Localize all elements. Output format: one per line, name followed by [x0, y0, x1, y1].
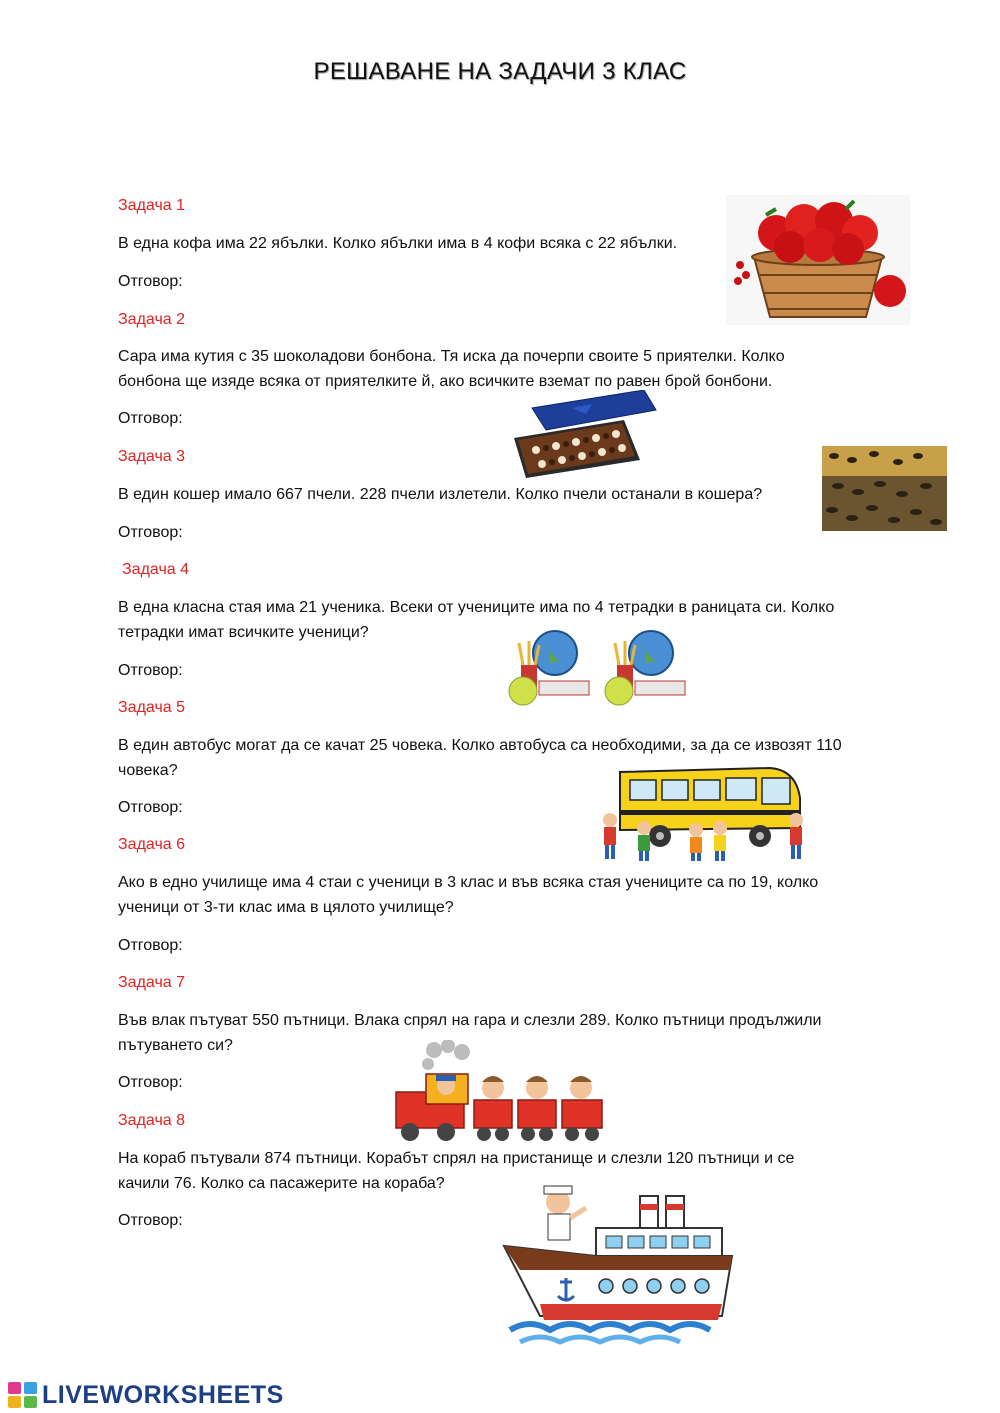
- task-6-label: Задача 6: [118, 836, 186, 853]
- liveworksheets-logo-icon: [8, 1382, 38, 1408]
- ship-image: [500, 1180, 750, 1355]
- task-6-text: Ако в едно училище има 4 стаи с ученици в 3 клас и във всяка стая учениците са по 19, колко ученици от 3-ти клас има в цялото училище?: [118, 874, 819, 916]
- task-7-text: Във влак пътуват 550 пътници. Влака спрял на гара и слезли 289. Колко пътници продължили пътуването си?: [118, 1012, 822, 1054]
- task-8-label: Задача 8: [118, 1112, 186, 1129]
- task-4-text: В една класна стая има 21 ученика. Всеки от учениците има по 4 тетрадки в раницата си. Колко тетрадки имат всичките ученици?: [118, 599, 835, 641]
- train-image: [390, 1040, 608, 1145]
- page-title: РЕШАВАНЕ НА ЗАДАЧИ 3 КЛАС: [313, 58, 687, 85]
- task-7-answer-label: Отговор:: [118, 1074, 183, 1091]
- apple-basket-image: [726, 195, 910, 325]
- task-8-answer-label: Отговор:: [118, 1212, 183, 1229]
- footer-brand: LIVEWORKSHEETS: [42, 1380, 284, 1409]
- task-8-text: На кораб пътували 874 пътници. Корабът спрял на пристанище и слезли 120 пътници и се качили 76. Колко са пасажерите на кораба?: [118, 1150, 795, 1192]
- task-1-label: Задача 1: [118, 197, 186, 214]
- task-7-label: Задача 7: [118, 974, 186, 991]
- task-5-text: В един автобус могат да се качат 25 човека. Колко автобуса са необходими, за да се извозят 110 човека?: [118, 737, 842, 779]
- task-2-label: Задача 2: [118, 311, 186, 328]
- task-3-text: В един кошер имало 667 пчели. 228 пчели излетели. Колко пчели останали в кошера?: [118, 486, 763, 503]
- task-2-answer-label: Отговор:: [118, 410, 183, 427]
- footer-logo: [8, 1378, 284, 1412]
- task-4-label: Задача 4: [122, 561, 190, 578]
- school-supplies-image: [505, 625, 695, 710]
- task-3-answer-label: Отговор:: [118, 524, 183, 541]
- task-6-answer-label: Отговор:: [118, 937, 183, 954]
- task-1-answer-label: Отговор:: [118, 273, 183, 290]
- task-4-answer-label: Отговор:: [118, 662, 183, 679]
- school-bus-image: [600, 758, 812, 863]
- task-5-label: Задача 5: [118, 699, 186, 716]
- bees-on-honeycomb-image: [822, 446, 947, 531]
- chocolate-box-image: [512, 390, 657, 480]
- task-3-label: Задача 3: [118, 448, 186, 465]
- task-1-text: В една кофа има 22 ябълки. Колко ябълки има в 4 кофи всяка с 22 ябълки.: [118, 235, 678, 252]
- task-2-text: Сара има кутия с 35 шоколадови бонбона. Тя иска да почерпи своите 5 приятелки. Колко бонбона ще изяде всяка от приятелките й, ако всичките вземат по равен брой бонбони.: [118, 348, 785, 390]
- task-5-answer-label: Отговор:: [118, 799, 183, 816]
